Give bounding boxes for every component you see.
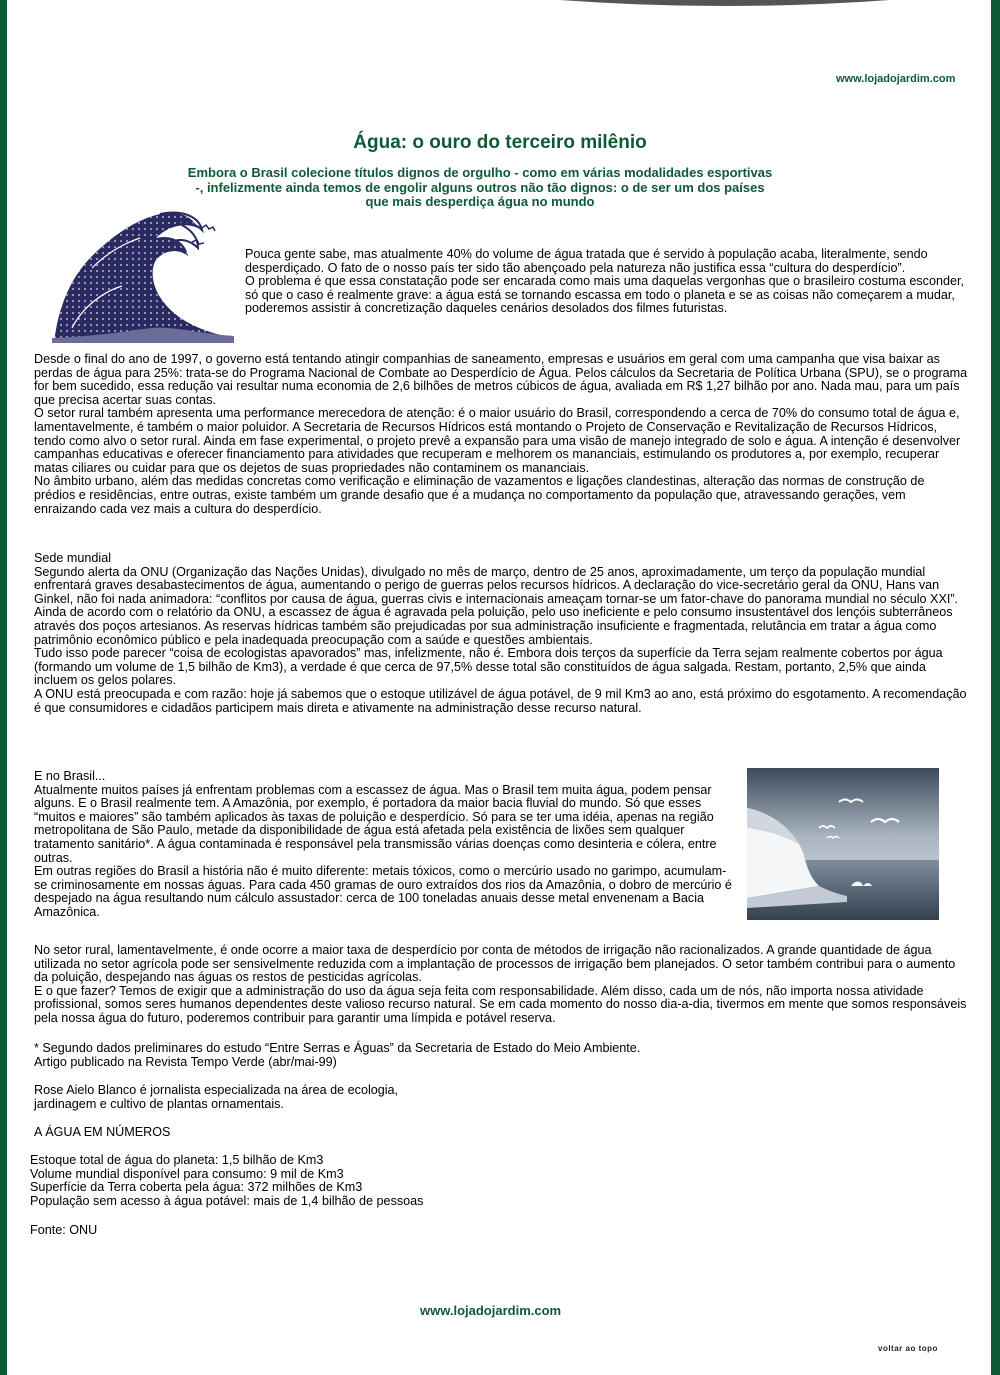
body-paragraph: A ONU está preocupada e com razão: hoje já sabemos que o estoque utilizável de água potável, de 9 mil Km3 ao ano, está próximo do esgotamento. A recomendação é que consumidores e cidadãos participem mais direta e ativamente na administração desse recurso natural. (34, 686, 967, 715)
numbers-heading: A ÁGUA EM NÚMEROS (34, 1125, 171, 1139)
body-paragraph: E o que fazer? Temos de exigir que a administração do uso da água seja feita com responsabilidade. Além disso, cada um de nós, não importa nossa atividade profissional, somos seres humanos dependentes deste valioso recurso natural. Se em cada momento do nosso dia-a-dia, tivermos em mente que somos responsáveis pela nossa água do futuro, poderemos contribuir para garantir uma límpida e potável reserva. (34, 983, 967, 1025)
numbers-line: Volume mundial disponível para consumo: 9 mil de Km3 (30, 1166, 344, 1181)
numbers-list (30, 1154, 630, 1208)
body-paragraph: Tudo isso pode parecer “coisa de ecologistas apavorados” mas, infelizmente, não é. Embora dois terços da superfície da Terra sejam realmente cobertos por água (formando um volume de 1,5 bilhão de Km3), a verdade é que cerca de 97,5% desse total são constituídos de água salgada. Restam, portanto, 2,5% que ainda incluem os gelos polares. (34, 646, 943, 688)
article-title: Água: o ouro do terceiro milênio (353, 132, 647, 153)
body-paragraph: Em outras regiões do Brasil a história não é muito diferente: metais tóxicos, como o mercúrio usado no garimpo, acumulam-se criminosamente em nossas águas. Para cada 450 gramas de ouro extraídos dos rios da Amazônia, o dobro de mercúrio é despejado na água resultando num cálculo assustador: cerca de 100 toneladas anuais desse metal envenenam a Bacia Amazônica. (34, 864, 732, 919)
back-to-top-link[interactable]: voltar ao topo (878, 1344, 938, 1353)
footnote-line: Artigo publicado na Revista Tempo Verde (abr/mai-99) (34, 1054, 337, 1069)
intro-paragraph: Pouca gente sabe, mas atualmente 40% do volume de água tratada que é servido à população acaba, literalmente, sendo desperdiçado. O fato de o nosso país ter sido tão abençoado pela natureza não justifica essa “cultura do desperdício”. (245, 247, 928, 275)
section-heading: E no Brasil... (34, 769, 106, 783)
author-line: Rose Aielo Blanco é jornalista especializada na área de ecologia, (34, 1083, 399, 1097)
numbers-line: População sem acesso à água potável: mais de 1,4 bilhão de pessoas (30, 1193, 424, 1208)
article-subtitle: Embora o Brasil colecione títulos dignos de orgulho - como em várias modalidades esportivas -, infelizmente ainda temos de engolir alguns outros não tão dignos: o de ser um dos países que mais desperdiça água no mundo (187, 165, 773, 209)
numbers-line: Estoque total de água do planeta: 1,5 bilhão de Km3 (30, 1153, 324, 1167)
body-paragraph: Desde o final do ano de 1997, o governo está tentando atingir companhias de saneamento, empresas e usuários em geral com uma campanha que visa baixar as perdas de água para 25%: trata-se do Programa Nacional de Combate ao Desperdício de Água. Pelos cálculos da Secretaria de Política Urbana (SPU), se o programa for bem sucedido, essa redução vai resultar numa economia de 2,6 bilhões de metros cúbicos de água, avaliada em R$ 1,27 bilhão por ano. Nada mau, para um país que precisa acertar suas contas. (34, 352, 968, 407)
intro-paragraph: O problema é que essa constatação pode ser encarada como mais uma daquelas vergonhas que o brasileiro costuma esconder, só que o caso é realmente grave: a água está se tornando escassa em todo o planeta e se as coisas não começarem a mudar, poderemos assistir à concretização daqueles cenários desolados dos filmes futuristas. (245, 274, 964, 316)
body-section (34, 353, 968, 516)
numbers-line: Superfície da Terra coberta pela água: 372 milhões de Km3 (30, 1180, 363, 1195)
author-line: jardinagem e cultivo de plantas ornamentais. (34, 1096, 284, 1111)
section-heading: Sede mundial (34, 551, 112, 565)
intro-section (245, 248, 965, 316)
brasil-section (34, 770, 734, 920)
footnote (34, 1042, 968, 1069)
body-paragraph: Segundo alerta da ONU (Organização das Nações Unidas), divulgado no mês de março, dentro de 25 anos, aproximadamente, um terço da população mundial enfrentará graves desabastecimentos de água, aumentando o perigo de guerras pelos recursos hídricos. A declaração do vice-secretário geral da ONU, Hans van Ginkel, não foi nada animadora: “conflitos por causa de água, guerras civis e internacionais ameaçam tornar-se um fator-chave do panorama mundial no século XXI”. (34, 564, 959, 606)
site-link-top[interactable]: www.lojadojardim.com (836, 73, 956, 85)
right-frame-border (991, 0, 1000, 1375)
body-paragraph: Ainda de acordo com o relatório da ONU, a escassez de água é agravada pela poluição, pelo uso ineficiente e pelo consumo insustentável dos lençóis subterrâneos através dos poços artesianos. As reservas hídricas também são prejudicadas por sua administração insuficiente e fragmentada, relutância em tratar a água como patrimônio econômico público e pela inadequada preocupação com a saúde e questões ambientais. (34, 605, 953, 647)
top-decorative-arc (560, 0, 890, 7)
author-bio (34, 1084, 534, 1111)
sede-mundial-section (34, 552, 968, 715)
wave-illustration (52, 208, 234, 343)
body-paragraph: No setor rural, lamentavelmente, é onde ocorre a maior taxa de desperdício por conta de métodos de irrigação não racionalizados. A grande quantidade de água utilizada no setor agrícola pode ser sensivelmente reduzida com a implantação de processos de irrigação bem planejados. O setor também contribui para o aumento da poluição, despejando nas águas os restos de pesticidas agrícolas. (34, 943, 956, 985)
body-paragraph: No âmbito urbano, além das medidas concretas como verificação e eliminação de vazamentos e ligações clandestinas, alteração das normas de construção de prédios e residências, entre outras, existe também um grande desafio que é a mudança no comportamento da população que, atravessando gerações, vem enraizando cada vez mais a cultura do desperdício. (34, 474, 925, 516)
body-paragraph: Atualmente muitos países já enfrentam problemas com a escassez de água. Mas o Brasil tem muita água, podem pensar alguns. E o Brasil realmente tem. A Amazônia, por exemplo, é portadora da maior bacia fluvial do mundo. Só que esses “muitos e maiores” são também aplicados às taxas de poluição e desperdício. Só para se ter uma idéia, apenas na região metropolitana de São Paulo, metade da disponibilidade de água está afetada pela existência de lixões sem qualquer tratamento sanitário*. A água contaminada é responsável pela transmissão várias doenças como desinteria e cólera, entre outras. (34, 782, 717, 865)
body-paragraph: O setor rural também apresenta uma performance merecedora de atenção: é o maior usuário do Brasil, correspondendo a cerca de 70% do consumo total de água e, lamentavelmente, é também o maior poluidor. A Secretaria de Recursos Hídricos está montando o Projeto de Conservação e Revitalização de Recursos Hídricos, tendo como alvo o setor rural. Ainda em fase experimental, o projeto prevê a expansão para uma visão de manejo integrado de solo e água. A intenção é desenvolver campanhas educativas e oferecer financiamento para atividades que recuperam e melhorem os mananciais, estimulando os produtores a, por exemplo, recuperar matas ciliares ou cuidar para que os dejetos de suas propriedades não contaminem os mananciais. (34, 406, 961, 475)
footnote-line: * Segundo dados preliminares do estudo “Entre Serras e Águas” da Secretaria de Estado do Meio Ambiente. (34, 1041, 641, 1055)
rural-section (34, 944, 968, 1026)
site-link-bottom[interactable]: www.lojadojardim.com (420, 1303, 562, 1318)
left-frame-border (0, 0, 7, 1375)
source-line: Fonte: ONU (30, 1223, 98, 1237)
seascape-illustration (747, 768, 939, 920)
